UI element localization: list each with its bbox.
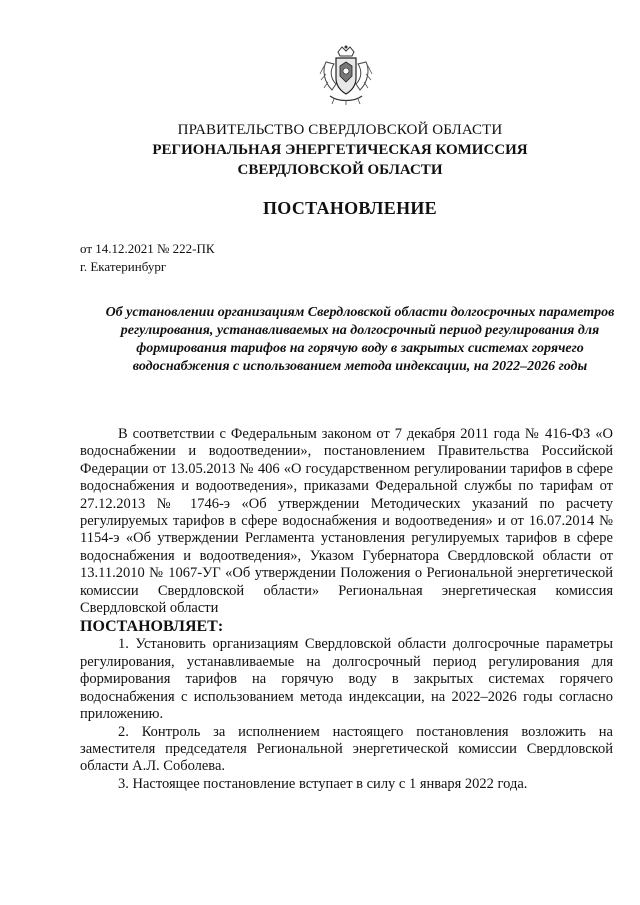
list-item: 3. Настоящее постановление вступает в силу с 1 января 2022 года. bbox=[118, 775, 528, 792]
commission-name-line1: РЕГИОНАЛЬНАЯ ЭНЕРГЕТИЧЕСКАЯ КОМИССИЯ bbox=[152, 142, 528, 158]
document-title: ПОСТАНОВЛЕНИЕ bbox=[263, 198, 437, 218]
letterhead bbox=[80, 120, 600, 180]
document-meta bbox=[80, 240, 215, 276]
preamble: В соответствии с Федеральным законом от 7 декабря 2011 года № 416-ФЗ «О водоснабжении и водоотведении», постановлением Правительства Российской Федерации от 13.05.2013 № 406 «О государственном регулировании тарифов в сфере водоснабжения и водоотведения», приказами Федеральной службы по тарифам от 27.12.2013 № 1746-э «Об утверждении Методических указаний по расчету регулируемых тарифов в сфере водоснабжения и водоотведения» и от 16.07.2014 № 1154-э «Об утверждении Регламента установления регулируемых тарифов в сфере водоснабжения и водоотведения», Указом Губернатора Свердловской области от 13.11.2010 № 1067-УГ «Об утверждении Положения о Региональной энергетической комиссии Свердловской области» Региональная энергетическая комиссия Свердловской области bbox=[80, 426, 613, 617]
commission-name-line2: СВЕРДЛОВСКОЙ ОБЛАСТИ bbox=[237, 162, 443, 178]
decree-word: ПОСТАНОВЛЯЕТ: bbox=[80, 618, 224, 636]
document-subject: Об установлении организациям Свердловской области долгосрочных параметров регулирования, устанавливаемых на долгосрочный период регулирования для формирования тарифов на горячую воду в закрытых системах горячего водоснабжения с использованием метода индексации, на 2022–2026 годы bbox=[105, 305, 615, 374]
document-body bbox=[80, 426, 613, 793]
date-number: от 14.12.2021 № 222-ПК bbox=[80, 241, 215, 256]
list-item: 2. Контроль за исполнением настоящего постановления возложить на заместителя председателя Региональной энергетической комиссии Свердловской области А.Л. Соболева. bbox=[80, 723, 613, 775]
coat-of-arms-icon bbox=[318, 44, 374, 106]
list-item: 1. Установить организациям Свердловской области долгосрочные параметры регулирования, устанавливаемые на долгосрочный период регулирования для формирования тарифов на горячую воду в закрытых системах горячего водоснабжения с использованием метода индексации, на 2022–2026 годы согласно приложению. bbox=[80, 636, 613, 723]
city: г. Екатеринбург bbox=[80, 259, 167, 274]
government-name: ПРАВИТЕЛЬСТВО СВЕРДЛОВСКОЙ ОБЛАСТИ bbox=[177, 122, 503, 138]
